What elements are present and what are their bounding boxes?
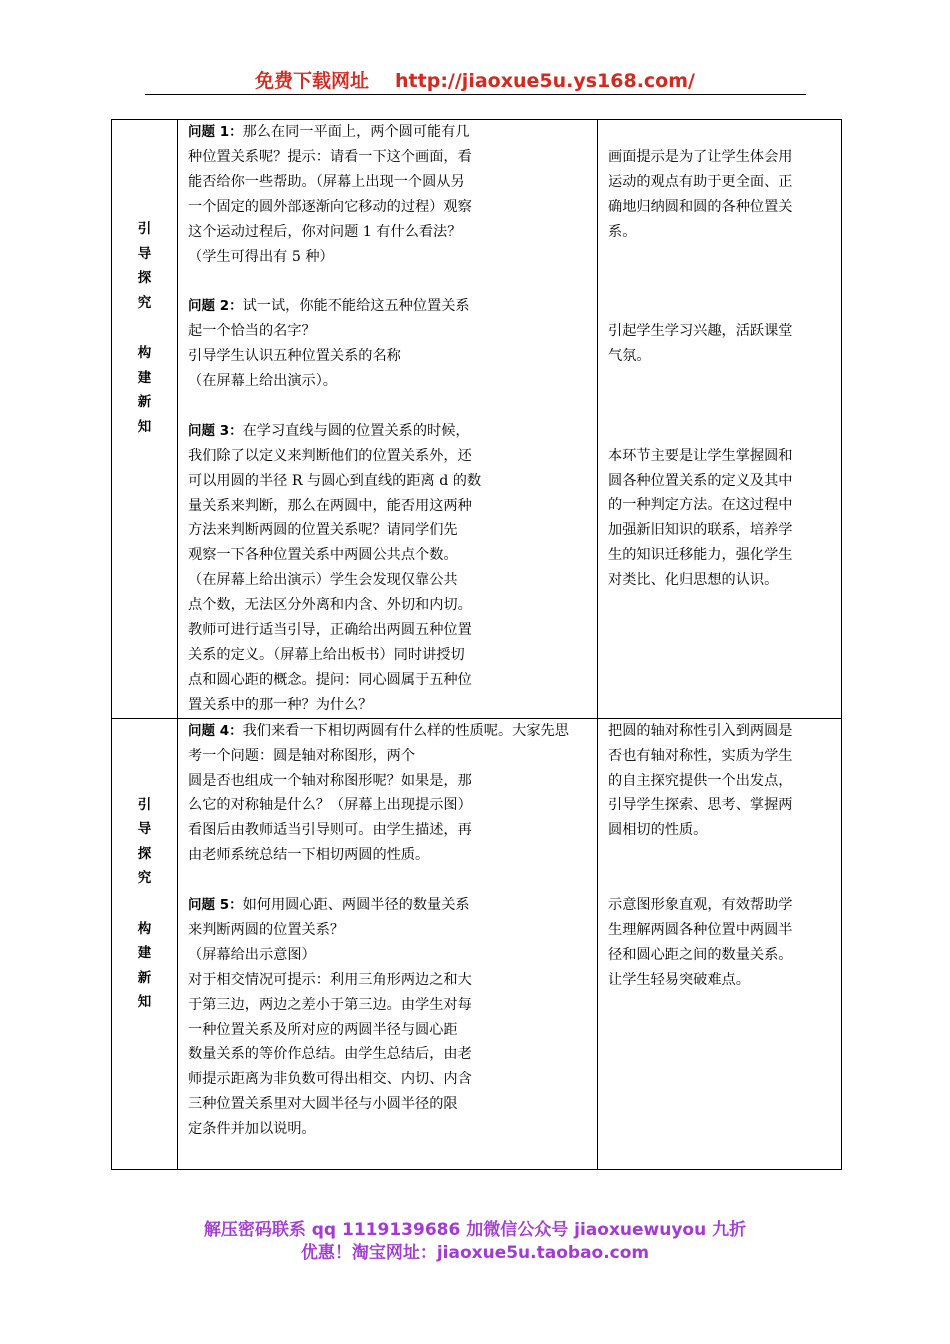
stage-char: 新 [137,969,152,986]
q3-label: 问题 3： [188,422,243,439]
q1-label: 问题 1： [188,124,243,140]
note-line: 的一种判定方法。在这过程中 [608,497,793,514]
stage-char: 知 [137,418,152,435]
note-line: 系。 [608,223,637,240]
q2-line: 问题 2：试一试，你能不能给这五种位置关系 [188,298,470,315]
note-cell [598,120,842,719]
q3-line: （在屏幕上给出演示）学生会发现仅靠公共 [188,572,458,589]
header [0,66,950,93]
note-line: 生理解两圆各种位置中两圆半 [608,921,793,938]
header-rule [145,94,806,95]
q3-line: 可以用圆的半径 R 与圆心到直线的距离 d 的数 [188,472,482,489]
q3-line: 点和圆心距的概念。提问：同心圆属于五种位 [188,671,472,688]
q4-line: 看图后由教师适当引导则可。由学生描述，再 [188,822,472,839]
table-row [112,718,842,1169]
q4-line: 考一个问题：圆是轴对称图形，两个 [188,747,416,764]
q1-line: 这个运动过程后，你对问题 1 有什么看法？ [188,223,462,240]
stage-char: 构 [137,345,152,361]
q3-line: 教师可进行适当引导，正确给出两圆五种位置 [188,622,472,639]
note-line: 的自主探究提供一个出发点， [608,772,793,789]
q1-line: 问题 1：那么在同一平面上，两个圆可能有几 [188,124,470,140]
table-row [112,120,842,719]
stage-cell [112,718,178,1169]
q1-line: （学生可得出有 5 种） [188,248,334,265]
stage-char: 究 [137,870,152,887]
note-line: 运动的观点有助于更全面、正 [608,173,793,190]
q1-line: 种位置关系呢？提示：请看一下这个画面，看 [188,148,472,165]
footer-line-2: 优惠！淘宝网址：jiaoxue5u.taobao.com [300,1243,650,1263]
stage-cell [112,120,178,719]
note-line: 对类比、化归思想的认识。 [608,572,779,589]
note-line: 圆相切的性质。 [608,822,708,839]
q2-line: 起一个恰当的名字？ [188,323,316,340]
q3-line: 观察一下各种位置关系中两圆公共点个数。 [188,547,458,564]
q3-line: 点个数，无法区分外离和内含、外切和内切。 [188,597,472,614]
q4-line: 圆是否也组成一个轴对称图形呢？如果是，那 [188,772,472,789]
stage-char: 探 [137,270,152,286]
q3-line: 关系的定义。（屏幕上给出板书）同时讲授切 [188,647,465,663]
note-line: 圆各种位置关系的定义及其中 [608,472,793,489]
note-line: 本环节主要是让学生掌握圆和 [608,447,793,464]
q5-line: 一种位置关系及所对应的两圆半径与圆心距 [188,1021,458,1038]
content-cell [178,718,598,1169]
note-line: 引导学生探索、思考、掌握两 [608,797,793,814]
note-line: 生的知识迁移能力，强化学生 [608,547,793,564]
q2-line: （在屏幕上给出演示）。 [188,373,337,390]
stage-char: 知 [137,994,152,1011]
stage-char: 探 [137,845,152,862]
q5-line: 数量关系的等价作总结。由学生总结后，由老 [188,1046,472,1063]
q4-line: 问题 4：我们来看一下相切两圆有什么样的性质呢。大家先思 [188,722,569,739]
lesson-plan-table [111,119,842,1170]
q3-line: 我们除了以定义来判断他们的位置关系外，还 [188,447,472,464]
note-line: 把圆的轴对称性引入到两圆是 [608,722,793,739]
q3-line: 量关系来判断，那么在两圆中，能否用这两种 [188,497,472,514]
header-label: 免费下载网址 [255,70,370,92]
content-cell [178,120,598,719]
q1-line: 一个固定的圆外部逐渐向它移动的过程）观察 [188,198,472,215]
q5-label: 问题 5： [188,897,243,914]
q5-line: 师提示距离为非负数可得出相交、内切、内含 [188,1071,472,1088]
note-line: 加强新旧知识的联系，培养学 [608,522,793,539]
q1-line: 能否给你一些帮助。（屏幕上出现一个圆从另 [188,173,465,190]
q2-line: 引导学生认识五种位置关系的名称 [188,348,401,365]
stage-char: 引 [137,221,152,237]
stage-char: 建 [137,945,152,962]
note-line: 引起学生学习兴趣，活跃课堂 [608,323,793,340]
q3-line: 问题 3：在学习直线与圆的位置关系的时候， [188,422,470,439]
note-line: 径和圆心距之间的数量关系。 [608,946,793,963]
stage-char: 新 [137,394,152,410]
q4-line: 么它的对称轴是什么？（屏幕上出现提示图） [188,797,472,814]
note-line: 气氛。 [608,348,651,365]
q5-line: 于第三边，两边之差小于第三边。由学生对每 [188,996,472,1013]
q4-label: 问题 4： [188,722,243,739]
q4-line: 由老师系统总结一下相切两圆的性质。 [188,847,430,864]
stage-char: 究 [137,294,152,311]
q5-line: （屏幕给出示意图） [188,946,316,963]
note-line: 让学生轻易突破难点。 [608,971,750,988]
note-line: 示意图形象直观，有效帮助学 [608,897,793,914]
note-cell [598,718,842,1169]
q5-line: 三种位置关系里对大圆半径与小圆半径的限 [188,1096,458,1113]
stage-char: 引 [137,796,152,813]
stage-char: 构 [137,920,152,937]
q5-line: 来判断两圆的位置关系？ [188,921,345,938]
q3-line: 置关系中的那一种？为什么？ [188,696,373,713]
stage-char: 建 [137,369,152,386]
stage-char: 导 [137,245,152,262]
note-line: 画面提示是为了让学生体会用 [608,148,793,165]
q5-line: 定条件并加以说明。 [188,1121,316,1138]
header-url[interactable]: http://jiaoxue5u.ys168.com/ [395,70,695,92]
footer-line-1: 解压密码联系 qq 1119139686 加微信公众号 jiaoxuewuyou 九折 [203,1220,747,1240]
q5-line: 问题 5：如何用圆心距、两圆半径的数量关系 [188,897,470,914]
q3-line: 方法来判断两圆的位置关系呢？请同学们先 [188,522,458,539]
q5-line: 对于相交情况可提示：利用三角形两边之和大 [188,971,472,988]
q2-label: 问题 2： [188,298,243,315]
stage-char: 导 [137,821,152,838]
note-line: 确地归纳圆和圆的各种位置关 [608,198,793,215]
note-line: 否也有轴对称性，实质为学生 [608,747,793,764]
